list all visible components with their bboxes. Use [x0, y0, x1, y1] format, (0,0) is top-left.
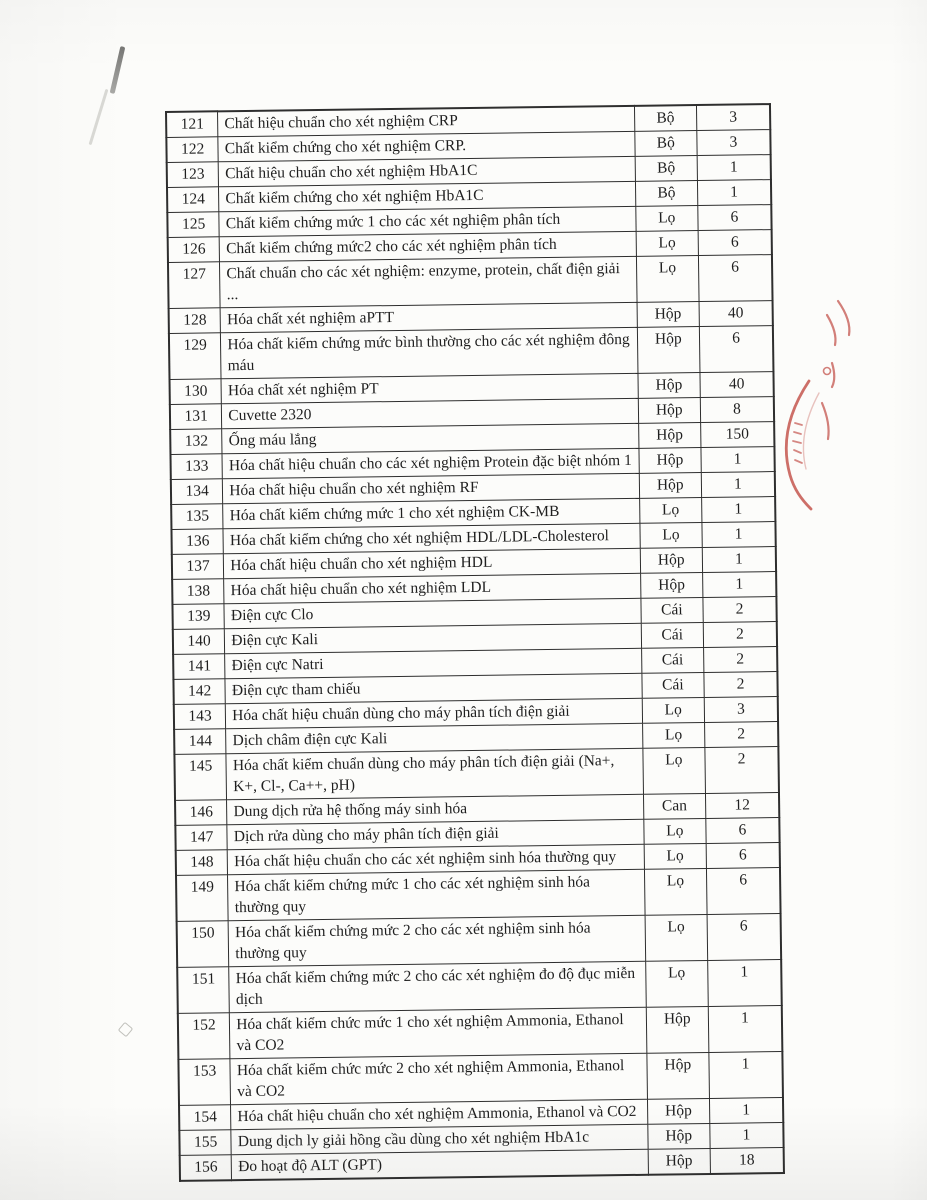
row-number: 153: [178, 1059, 230, 1106]
item-quantity: 1: [702, 522, 776, 548]
row-number: 146: [175, 800, 227, 826]
item-unit: Hộp: [637, 302, 700, 328]
row-number: 125: [167, 212, 219, 238]
item-description: Hóa chất hiệu chuẩn cho xét nghiệm Ammonia, Ethanol và CO2: [231, 1099, 648, 1129]
item-unit: Cái: [641, 672, 704, 698]
item-quantity: 1: [702, 497, 776, 523]
table-row: [169, 326, 774, 380]
item-description: Hóa chất hiệu chuẩn dùng cho máy phân tích điện giải: [226, 698, 643, 728]
item-unit: Bộ: [635, 181, 698, 207]
item-quantity: 6: [706, 843, 780, 869]
item-unit: Lọ: [635, 206, 698, 232]
item-unit: Cái: [641, 647, 704, 673]
row-number: 138: [172, 579, 224, 605]
item-description: Hóa chất kiểm chứng mức 1 cho xét nghiệm CK-MB: [223, 498, 640, 528]
item-unit: Hộp: [648, 1148, 711, 1174]
item-description: Chất kiểm chứng mức 1 cho các xét nghiệm phân tích: [219, 206, 636, 236]
row-number: 140: [173, 629, 225, 655]
item-quantity: 12: [706, 793, 780, 819]
item-description: Điện cực tham chiếu: [225, 673, 642, 703]
row-number: 128: [169, 308, 221, 334]
item-quantity: 2: [703, 622, 777, 648]
item-description: Chất kiểm chứng cho xét nghiệm HbA1C: [219, 181, 636, 211]
item-description: Hóa chất hiệu chuẩn cho xét nghiệm HDL: [224, 548, 641, 578]
item-quantity: 40: [699, 301, 773, 327]
item-quantity: 6: [699, 326, 773, 373]
item-unit: Lọ: [645, 914, 708, 961]
item-description: Ống máu lắng: [222, 423, 639, 453]
row-number: 154: [179, 1105, 231, 1131]
item-quantity: 1: [709, 1051, 783, 1098]
item-description: Điện cực Kali: [225, 623, 642, 653]
item-description: Hóa chất kiểm chuẩn dùng cho máy phân tích điện giải (Na+, K+, Cl-, Ca++, pH): [226, 748, 643, 799]
row-number: 137: [172, 554, 224, 580]
item-unit: Hộp: [640, 548, 703, 574]
row-number: 132: [170, 429, 222, 455]
item-description: Hóa chất kiểm chứng mức 1 cho các xét nghiệm sinh hóa thường quy: [228, 869, 645, 920]
item-description: Hóa chất kiểm chứng mức 2 cho các xét nghiệm sinh hóa thường quy: [228, 915, 645, 966]
item-unit: Bộ: [634, 131, 697, 157]
item-quantity: 2: [703, 597, 777, 623]
item-description: Hóa chất kiểm chứng cho xét nghiệm HDL/LDL-Cholesterol: [223, 523, 640, 553]
item-description: Hóa chất hiệu chuẩn cho các xét nghiệm sinh hóa thường quy: [228, 844, 645, 874]
row-number: 150: [177, 921, 229, 968]
item-unit: Bộ: [634, 105, 697, 131]
item-quantity: 1: [710, 1122, 784, 1148]
row-number: 141: [173, 654, 225, 680]
item-unit: Lọ: [640, 523, 703, 549]
item-unit: Lọ: [636, 231, 699, 257]
item-quantity: 1: [701, 447, 775, 473]
item-unit: Bộ: [635, 156, 698, 182]
item-quantity: 8: [700, 397, 774, 423]
item-description: Điện cực Clo: [224, 598, 641, 628]
item-unit: Hộp: [647, 1123, 710, 1149]
item-description: Hóa chất kiểm chứng mức bình thường cho các xét nghiệm đông máu: [221, 327, 638, 378]
row-number: 123: [167, 162, 219, 188]
item-unit: Hộp: [638, 423, 701, 449]
item-quantity: 2: [704, 647, 778, 673]
table-row: [177, 914, 782, 968]
scan-fold-mark: [110, 46, 126, 94]
item-unit: Cái: [640, 598, 703, 624]
item-quantity: 6: [706, 818, 780, 844]
row-number: 124: [167, 187, 219, 213]
item-description: Hóa chất kiểm chức mức 1 cho xét nghiệm Ammonia, Ethanol và CO2: [230, 1007, 647, 1058]
item-quantity: 18: [710, 1147, 784, 1173]
item-description: Chất hiệu chuẩn cho xét nghiệm HbA1C: [218, 156, 635, 186]
red-stamp-icon: [775, 283, 927, 528]
item-unit: Can: [643, 793, 706, 819]
item-quantity: 1: [710, 1097, 784, 1123]
item-quantity: 3: [697, 130, 771, 156]
row-number: 127: [168, 262, 220, 309]
item-description: Dịch rửa dùng cho máy phân tích điện giải: [227, 819, 644, 849]
row-number: 130: [170, 379, 222, 405]
items-table: [165, 103, 785, 1182]
item-unit: Lọ: [644, 868, 707, 915]
item-unit: Hộp: [639, 448, 702, 474]
row-number: 156: [180, 1155, 232, 1181]
item-unit: Lọ: [642, 697, 705, 723]
item-quantity: 1: [708, 960, 782, 1007]
row-number: 145: [174, 754, 226, 801]
row-number: 131: [170, 404, 222, 430]
row-number: 155: [179, 1130, 231, 1156]
item-description: Hóa chất hiệu chuẩn cho các xét nghiệm Protein đặc biệt nhóm 1: [222, 448, 639, 478]
row-number: 129: [169, 333, 221, 380]
row-number: 142: [173, 679, 225, 705]
row-number: 139: [172, 604, 224, 630]
row-number: 122: [166, 137, 218, 163]
item-unit: Hộp: [640, 573, 703, 599]
item-quantity: 150: [701, 422, 775, 448]
item-description: Cuvette 2320: [222, 398, 639, 428]
item-quantity: 2: [704, 672, 778, 698]
item-description: Chất chuẩn cho các xét nghiệm: enzyme, protein, chất điện giải ...: [220, 256, 637, 307]
item-unit: Hộp: [638, 373, 701, 399]
items-table-body: [166, 104, 784, 1181]
item-description: Hóa chất xét nghiệm aPTT: [220, 302, 637, 332]
item-quantity: 1: [703, 572, 777, 598]
item-description: Hóa chất kiểm chứng mức 2 cho các xét nghiệm đo độ đục miễn dịch: [229, 961, 646, 1012]
item-quantity: 3: [697, 104, 771, 130]
item-unit: Lọ: [645, 960, 708, 1007]
item-unit: Hộp: [646, 1006, 709, 1053]
row-number: 148: [176, 850, 228, 876]
row-number: 143: [174, 704, 226, 730]
item-unit: Lọ: [642, 722, 705, 748]
row-number: 133: [170, 454, 222, 480]
item-quantity: 40: [700, 372, 774, 398]
item-unit: Lọ: [644, 843, 707, 869]
item-unit: Lọ: [639, 498, 702, 524]
item-quantity: 6: [698, 255, 772, 302]
row-number: 136: [171, 529, 223, 555]
item-description: Chất hiệu chuẩn cho xét nghiệm CRP: [218, 106, 635, 137]
item-quantity: 2: [705, 747, 779, 794]
table-row: [178, 1051, 783, 1105]
item-quantity: 1: [701, 472, 775, 498]
scan-crease-mark: [89, 89, 109, 145]
item-description: Hóa chất kiểm chức mức 2 cho xét nghiệm Ammonia, Ethanol và CO2: [230, 1053, 647, 1104]
item-quantity: 6: [707, 868, 781, 915]
item-quantity: 6: [707, 914, 781, 961]
row-number: 126: [168, 237, 220, 263]
item-quantity: 6: [698, 230, 772, 256]
item-quantity: 1: [708, 1006, 782, 1053]
item-quantity: 3: [704, 697, 778, 723]
item-quantity: 6: [698, 205, 772, 231]
row-number: 149: [176, 875, 228, 922]
item-description: Dịch châm điện cực Kali: [226, 723, 643, 753]
scan-speck: [118, 1022, 133, 1037]
item-unit: Lọ: [642, 747, 705, 794]
row-number: 147: [175, 825, 227, 851]
item-description: Đo hoạt độ ALT (GPT): [231, 1149, 648, 1180]
table-row: [168, 255, 773, 309]
item-unit: Hộp: [646, 1052, 709, 1099]
item-unit: Hộp: [639, 473, 702, 499]
item-description: Chất kiểm chứng mức2 cho các xét nghiệm phân tích: [219, 231, 636, 261]
item-unit: Cái: [641, 622, 704, 648]
item-description: Chất kiểm chứng cho xét nghiệm CRP.: [218, 131, 635, 161]
item-description: Hóa chất hiệu chuẩn cho xét nghiệm LDL: [224, 573, 641, 603]
table-row: [177, 960, 782, 1014]
item-unit: Hộp: [637, 327, 700, 374]
item-quantity: 1: [702, 547, 776, 573]
table-row: [178, 1006, 783, 1060]
item-description: Dung dịch rửa hệ thống máy sinh hóa: [227, 794, 644, 824]
table-row: [176, 868, 781, 922]
item-quantity: 1: [697, 155, 771, 181]
item-description: Điện cực Natri: [225, 648, 642, 678]
row-number: 121: [166, 111, 218, 137]
item-unit: Lọ: [636, 256, 699, 303]
item-quantity: 2: [705, 722, 779, 748]
row-number: 151: [177, 967, 229, 1014]
item-unit: Hộp: [638, 398, 701, 424]
item-unit: Hộp: [647, 1098, 710, 1124]
row-number: 144: [174, 729, 226, 755]
item-description: Hóa chất xét nghiệm PT: [221, 373, 638, 403]
item-description: Dung dịch ly giải hồng cầu dùng cho xét nghiệm HbA1c: [231, 1124, 648, 1154]
item-unit: Lọ: [643, 818, 706, 844]
row-number: 152: [178, 1013, 230, 1060]
table-row: [174, 747, 779, 801]
row-number: 135: [171, 504, 223, 530]
row-number: 134: [171, 479, 223, 505]
item-quantity: 1: [698, 180, 772, 206]
item-description: Hóa chất hiệu chuẩn cho xét nghiệm RF: [223, 473, 640, 503]
